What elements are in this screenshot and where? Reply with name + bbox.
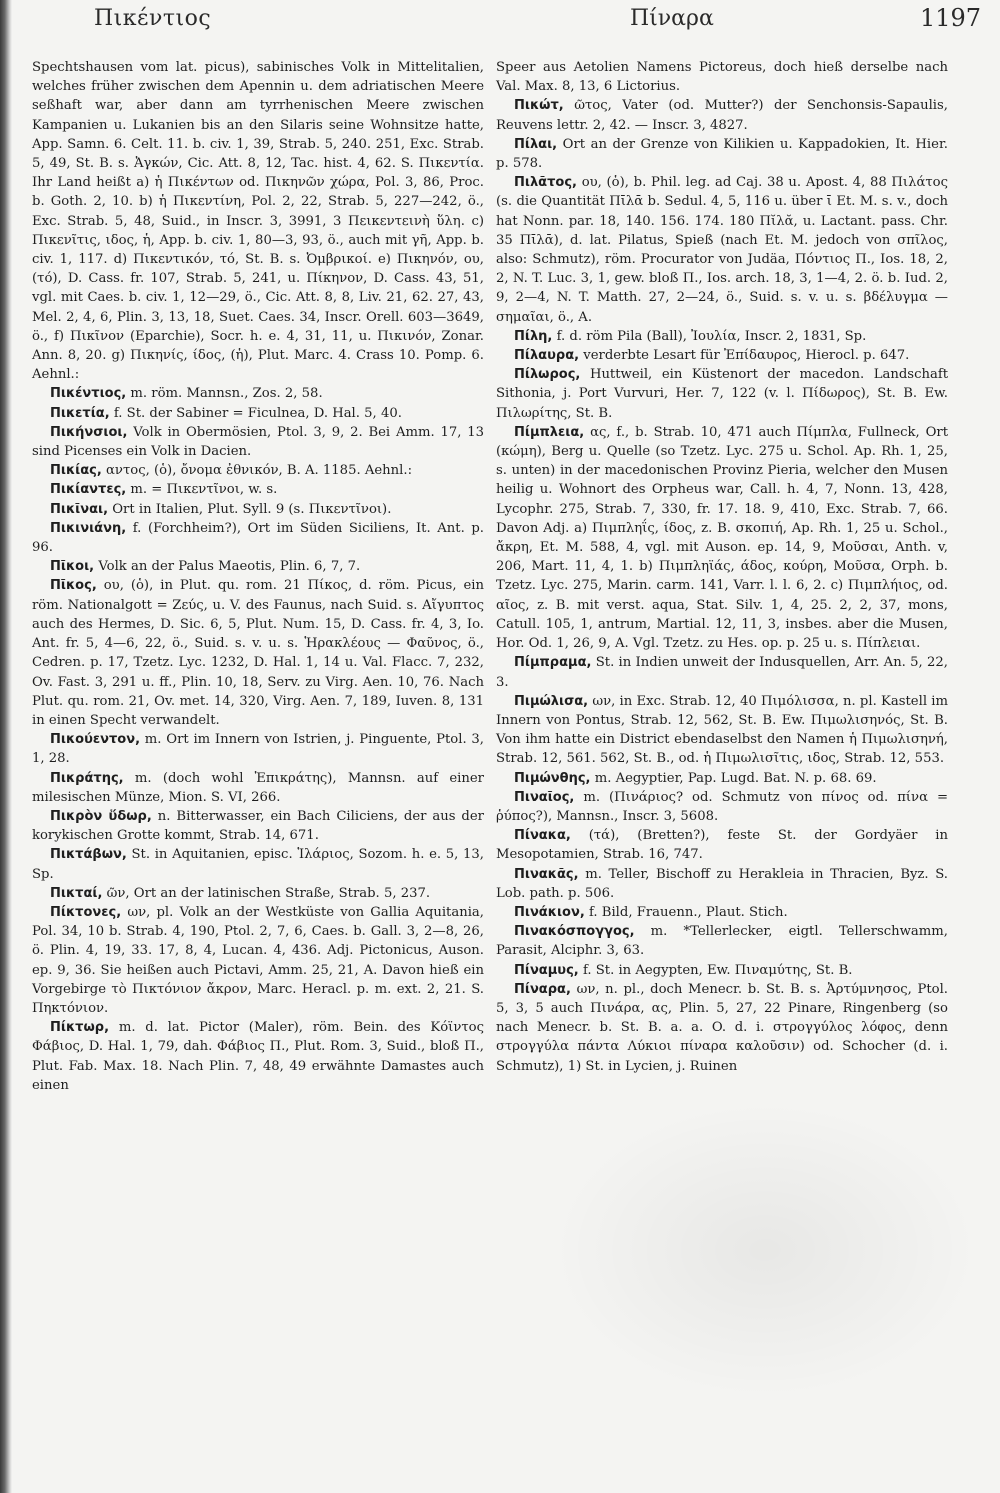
entry-headword: Πινακᾶς, <box>514 866 579 882</box>
entry-headword: Πίκτονες, <box>50 904 122 920</box>
entry-text: f. d. röm Pila (Ball), Ἰουλία, Inscr. 2, 1831, Sp. <box>556 328 867 344</box>
entry-headword: Πίλωρος, <box>514 367 581 383</box>
entry-text: m. Aegyptier, Pap. Lugd. Bat. N. p. 68. 69. <box>594 770 877 786</box>
entry-text: m. röm. Mannsn., Zos. 2, 58. <box>130 386 323 402</box>
entry-text: m. *Tellerlecker, eigtl. Tellerschwamm, Parasit, Alciphr. 3, 63. <box>496 924 948 959</box>
dictionary-entry <box>496 961 948 980</box>
dictionary-entry <box>496 653 948 691</box>
dictionary-entry <box>496 903 948 922</box>
dictionary-entry <box>32 769 484 807</box>
entry-headword: Πικετία, <box>50 405 110 421</box>
entry-headword: Πῖκοι, <box>50 559 95 575</box>
entry-headword: Πινακόσπογγος, <box>514 924 635 940</box>
dictionary-entry <box>496 135 948 173</box>
entry-text: Spechtshausen vom lat. picus), sabinisches Volk in Mittelitalien, welches früher zwischen dem Apennin u. dem adriatischen Meere seßhaft war, aber dann am tyrrhenischen Meere zwischen Kampanien u. Lukanien bis an den Silaris seine Wohnsitze hatte, App. Samn. 6. Celt. 11. b. civ. 1, 39, Strab. 5, 240. 251, Exc. Strab. 5, 49, St. B. s. Ἀγκών, Cic. Att. 8, 12, Tac. hist. 4, 62. S. Πικεντία. Ihr Land heißt a) ἡ Πικέντων od. Πικηνῶν χώρα, Pol. 3, 86, Proc. b. Goth. 2, 10. b) ἡ Πικεντίνη, Pol. 2, 22, Strab. 5, 227—242, ö., Exc. Strab. 5, 48, Suid., in Inscr. 3, 3991, 3 Πεικεντεινὴ ὕλη. c) Πικενῖτις, ιδος, ἡ, App. b. civ. 1, 80—3, 93, ö., auch mit γῆ, App. b. civ. 1, 117. d) Πικεντικόν, τό, St. B. s. Ὀμβρικοί. e) Πικηνόν, ου, (τό), D. Cass. fr. 107, Strab. 5, 241, u. Πίκηνον, D. Cass. 43, 51, vgl. mit Caes. b. civ. 1, 12—29, ö., Cic. Att. 8, 8, Liv. 21, 62. 27, 43, Mel. 2, 4, 6, Plin. 3, 13, 18, Suet. Caes. 34, Inscr. Orell. 603—3649, ö., f) Πικῖνον (Eparchie), Socr. h. e. 4, 31, 11, u. Πικινόν, Zonar. Ann. 8, 20. g) Πικηνίς, ίδος, (ἡ), Plut. Marc. 4. Crass 10. Pomp. 6. Aehnl.: <box>32 60 484 383</box>
dictionary-entry <box>32 576 484 730</box>
dictionary-entry <box>32 480 484 499</box>
entry-text: Volk in Obermösien, Ptol. 3, 9, 2. Bei Amm. 17, 13 sind Picenses ein Volk in Dacien. <box>32 424 484 460</box>
entry-text: ων, in Exc. Strab. 12, 40 Πιμόλισσα, n. pl. Kastell im Innern von Pontus, Strab. 12, 562, St. B. Ew. Πιμωλισηνός, St. B. Von ihm hatte ein District ebendaselbst den Namen ἡ Πιμωλισηνή, Strab. 12, 561. 562, St. B., od. ἡ Πιμωλισῖτις, ιδος, Strab. 12, 553. <box>496 693 948 767</box>
entry-headword: Πικίας, <box>50 463 102 479</box>
entry-headword: Πίλαι, <box>514 136 558 152</box>
entry-text: St. in Aquitanien, episc. Ἱλάριος, Sozom. h. e. 5, 13, Sp. <box>32 847 484 882</box>
dictionary-entry <box>496 173 948 327</box>
entry-headword: Πικράτης, <box>50 770 124 786</box>
entry-text: m. = Πικεντῖνοι, w. s. <box>130 482 278 498</box>
page-header <box>30 4 982 44</box>
entry-text: (τά), (Bretten?), feste St. der Gordyäer in Mesopotamien, Strab. 16, 747. <box>496 828 948 863</box>
entry-text: f. Bild, Frauenn., Plaut. Stich. <box>588 904 788 920</box>
entry-text: ῶν, Ort an der latinischen Straße, Strab. 5, 237. <box>106 885 431 901</box>
entry-headword: Πίλαυρα, <box>514 348 580 364</box>
entry-headword: Πίναρα, <box>514 981 571 997</box>
entry-text: Volk an der Palus Maeotis, Plin. 6, 7, 7. <box>98 559 361 575</box>
entry-text: f. St. der Sabiner = Ficulnea, D. Hal. 5, 40. <box>113 405 402 421</box>
paper-stain <box>550 1100 980 1400</box>
entry-text: ας, f., b. Strab. 10, 471 auch Πίμπλα, Fullneck, Ort (κώμη), Berg u. Quelle (so Tzetz. Lyc. 275 u. Schol. Ap. Rh. 1, 25, s. unten) in der macedonischen Provinz Pieria, welcher den Musen heilig u. Wohnort des Orpheus war, Call. h. 4, 7, Nonn. 13, 428, Lycophr. 275, Strab. 7, 330, fr. 17. 18. 9, 410, Exc. Strab. 7, 66. Davon Adj. a) Πιμπληΐς, ίδος, z. B. σκοπιή, Ap. Rh. 1, 25 u. Schol., ἄκρη, Et. M. 588, 4, vgl. mit Auson. ep. 14, 9, Μοῦσαι, Anth. v, 206, Mart. 11, 4, 1. b) Πιμπληϊάς, άδος, κούρη, Μοῦσα, Orph. b. Tzetz. Lyc. 275, Marin. carm. 141, Varr. l. l. 6, 2. c) Πιμπλήιος, od. αῖος, z. B. mit verst. aqua, Stat. Silv. 1, 4, 25. 2, 2, 37, mons, Catull. 105, 1, antrum, Martial. 12, 11, 3, insbes. aber die Musen, Hor. Od. 1, 26, 9, A. Vgl. Tzetz. zu Hes. op. p. 25 u. s. Πίπλειαι. <box>496 424 948 652</box>
entry-headword: Πίκτωρ, <box>50 1020 110 1036</box>
dictionary-entry <box>32 404 484 423</box>
entry-continuation <box>496 58 948 96</box>
entry-headword: Πίλη, <box>514 328 553 344</box>
entry-headword: Πίμπλεια, <box>514 424 585 440</box>
dictionary-entry <box>496 346 948 365</box>
entry-text: Ort an der Grenze von Kilikien u. Kappadokien, It. Hier. p. 578. <box>496 136 948 172</box>
dictionary-entry <box>32 519 484 557</box>
dictionary-entry <box>496 788 948 826</box>
entry-text: ου, (ὁ), b. Phil. leg. ad Caj. 38 u. Apost. 4, 88 Πιλάτος (s. die Quantität Πῑλᾱ b. Sedul. 4, 5, 116 u. über ῑ Et. M. s. v., doch hat Nonn. par. 18, 140. 156. 174. 180 Πῐλᾰ, u. Lactant. pass. Chr. 35 Πῑλᾱ), d. lat. Pilatus, Spieß (nach Et. M. jedoch von σπῖλος, also: Schmutz), röm. Procurator von Judäa, Πόντιος Π., Ios. 18, 2, 2, N. T. Luc. 3, 1, gew. bloß Π., Ios. arch. 18, 3, 1—4, 2. ö. b. Iud. 2, 9, 2—4, N. T. Matth. 27, 2—24, ö., Suid. s. v. u. s. βδέλυγμα — σημαῖαι, ö., A. <box>496 175 948 325</box>
dictionary-entry <box>32 384 484 403</box>
entry-headword: Πιμώλισα, <box>514 693 589 709</box>
dictionary-entry <box>32 884 484 903</box>
dictionary-page <box>30 0 982 1493</box>
dictionary-entry <box>32 557 484 576</box>
entry-text: n. Bitterwasser, ein Bach Ciliciens, der aus der korykischen Grotte kommt, Strab. 14, 671. <box>32 808 484 844</box>
dictionary-entry <box>496 769 948 788</box>
entry-headword: Πικταί, <box>50 885 103 901</box>
entry-text: Huttweil, ein Küstenort der macedon. Landschaft Sithonia, j. Port Vurvuri, Her. 7, 122 (v. l. Πίδωρος), St. B. Ew. Πιλωρίτης, St. B. <box>496 367 948 421</box>
dictionary-entry <box>496 692 948 769</box>
dictionary-entry <box>496 327 948 346</box>
dictionary-entry <box>32 423 484 461</box>
entry-text: verderbte Lesart für Ἐπίδαυρος, Hierocl. p. 647. <box>583 348 910 364</box>
entry-text: f. St. in Aegypten, Ew. Πιναμύτης, St. B. <box>582 962 853 978</box>
entry-headword: Πικέντιος, <box>50 386 127 402</box>
page-number: 1197 <box>920 4 982 32</box>
dictionary-entry <box>32 845 484 883</box>
dictionary-entry <box>496 865 948 903</box>
entry-headword: Πινάκιον, <box>514 904 585 920</box>
entry-text: ῶτος, Vater (od. Mutter?) der Senchonsis-Sapaulis, Reuvens lettr. 2, 42. — Inscr. 3, 4827. <box>496 98 948 133</box>
entry-headword: Πικινιάνη, <box>50 520 127 536</box>
book-binding-edge <box>0 0 12 1493</box>
entry-headword: Πικτάβων, <box>50 847 127 863</box>
dictionary-entry <box>496 826 948 864</box>
entry-headword: Πιμώνθης, <box>514 770 591 786</box>
dictionary-entry <box>32 730 484 768</box>
dictionary-entry <box>496 423 948 653</box>
dictionary-entry <box>496 922 948 960</box>
entry-text: m. (doch wohl Ἐπικράτης), Mannsn. auf einer milesischen Münze, Mion. S. VI, 266. <box>32 770 484 805</box>
dictionary-entry <box>496 365 948 423</box>
entry-headword: Πιναῖος, <box>514 789 575 805</box>
entry-headword: Πικήνσιοι, <box>50 424 128 440</box>
entry-headword: Πικίαντες, <box>50 482 127 498</box>
entry-headword: Πικούεντον, <box>50 732 141 748</box>
dictionary-entry <box>32 1018 484 1095</box>
entry-headword: Πίμπραμα, <box>514 655 592 671</box>
entry-text: m. (Πινάριος? od. Schmutz von πίνος od. πίνα = ῥύπος?), Mannsn., Inscr. 3, 5608. <box>496 789 948 824</box>
entry-text: ων, n. pl., doch Menecr. b. St. B. s. Ἀρτύμνησος, Ptol. 5, 3, 5 auch Πινάρα, ας, Plin. 5, 27, 22 Pinare, Ringenberg (so nach Menecr. b. St. B. a. a. O. d. i. στρογγύλος λόφος, denn στρογγύλα πάντα Λύκιοι πίναρα καλοῦσιν) od. Schocher (d. i. Schmutz), 1) St. in Lycien, j. Ruinen <box>496 981 948 1074</box>
dictionary-entry <box>32 461 484 480</box>
entry-headword: Πίνακα, <box>514 828 571 844</box>
left-guide-word: Πικέντιος <box>94 6 212 31</box>
entry-text: m. d. lat. Pictor (Maler), röm. Bein. des Κόϊντος Φάβιος, D. Hal. 1, 79, dah. Φάβιος Π., Plut. Rom. 3, Suid., bloß Π., Plut. Fab. Max. 18. Nach Plin. 7, 48, 49 erwähnte Damastes auch einen <box>32 1020 484 1093</box>
dictionary-entry <box>32 807 484 845</box>
entry-text: ου, (ὁ), in Plut. qu. rom. 21 Πίκος, d. röm. Picus, ein röm. Nationalgott = Ζεύς, u. V. des Faunus, nach Suid. s. Αἴγυπτος auch des Hermes, D. Sic. 6, 5, Plut. Num. 15, D. Cass. fr. 4, 3, Io. Ant. fr. 5, 4—6, 22, ö., Suid. s. v. u. s. Ἡρακλέους — Φαῦνος, ö., Cedren. p. 17, Tzetz. Lyc. 1232, D. Hal. 1, 14 u. Val. Flacc. 7, 232, Ov. Fast. 3, 291 u. ff., Plin. 10, 18, Serv. zu Virg. Aen. 10, 76. Nach Plut. qu. rom. 21, Ov. met. 14, 320, Virg. Aen. 7, 189, Iuven. 8, 131 in einen Specht verwandelt. <box>32 578 484 728</box>
entry-text: Ort in Italien, Plut. Syll. 9 (s. Πικεντῖνοι). <box>112 501 392 517</box>
right-column <box>496 58 948 1076</box>
dictionary-entry <box>32 903 484 1018</box>
entry-text: St. in Indien unweit der Indusquellen, Arr. An. 5, 22, 3. <box>496 655 948 690</box>
entry-headword: Πικῖναι, <box>50 501 109 517</box>
entry-text: αντος, (ὁ), ὄνομα ἐθνικόν, B. A. 1185. Aehnl.: <box>106 463 413 479</box>
dictionary-entry <box>496 980 948 1076</box>
left-column <box>32 58 484 1095</box>
entry-headword: Πῖκος, <box>50 578 97 594</box>
entry-continuation <box>32 58 484 384</box>
entry-headword: Πίναμυς, <box>514 962 579 978</box>
dictionary-entry <box>496 96 948 134</box>
entry-text: m. Teller, Bischoff zu Herakleia in Thracien, Byz. S. Lob. path. p. 506. <box>496 866 948 901</box>
entry-headword: Πικώτ, <box>514 98 564 114</box>
entry-text: f. (Forchheim?), Ort im Süden Siciliens, It. Ant. p. 96. <box>32 520 484 556</box>
entry-text: m. Ort im Innern von Istrien, j. Pinguente, Ptol. 3, 1, 28. <box>32 732 484 767</box>
entry-headword: Πικρὸν ὕδωρ, <box>50 808 152 824</box>
entry-text: ων, pl. Volk an der Westküste von Gallia Aquitania, Pol. 34, 10 b. Strab. 4, 190, Ptol. 2, 7, 6, Caes. b. Gall. 3, 2—8, 26, ö. Plin. 4, 19, 33. 17, 8, 4, Lucan. 4, 436. Adj. Pictonicus, Auson. ep. 9, 36. Sie heißen auch Pictavi, Amm. 25, 21, A. Davon hieß ein Vorgebirge τὸ Πικτόνιον ἄκρον, Marc. Heracl. p. m. ext. 2, 21. S. Πηκτόνιον. <box>32 904 484 1016</box>
right-guide-word: Πίναρα <box>630 6 714 31</box>
dictionary-entry <box>32 500 484 519</box>
entry-text: Speer aus Aetolien Namens Pictoreus, doch hieß derselbe nach Val. Max. 8, 13, 6 Lictorius. <box>496 60 948 95</box>
entry-headword: Πιλᾶτος, <box>514 175 577 191</box>
